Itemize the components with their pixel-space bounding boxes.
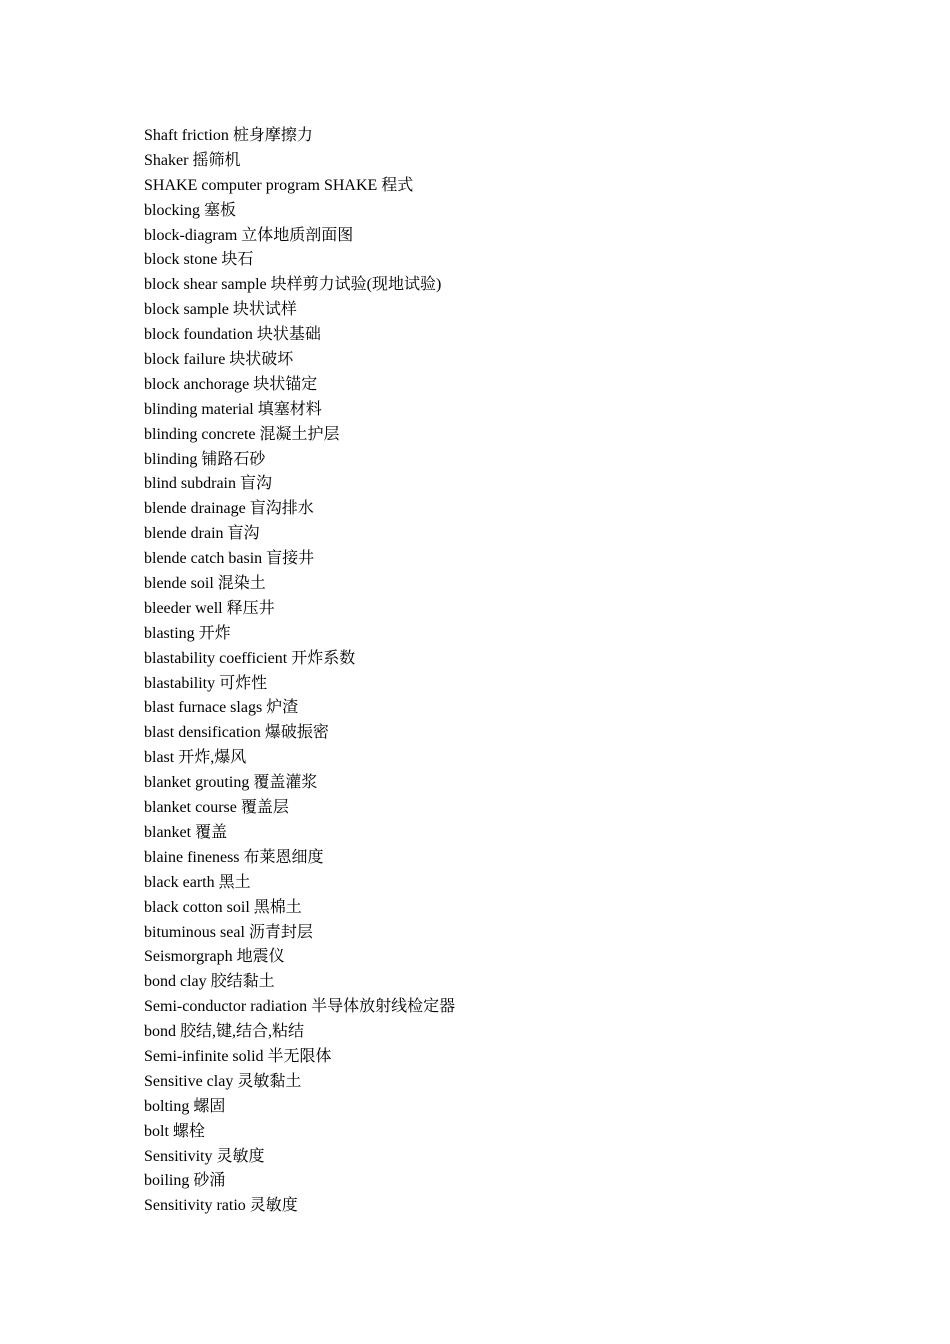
entry-translation: 覆盖灌浆 bbox=[253, 774, 318, 792]
glossary-entry bbox=[144, 1169, 455, 1194]
entry-translation: 块状试样 bbox=[232, 301, 297, 319]
glossary-entry bbox=[144, 448, 455, 473]
entry-translation: 覆盖层 bbox=[240, 799, 289, 817]
entry-translation: 灵敏黏土 bbox=[237, 1072, 302, 1090]
entry-translation: 胶结,键,结合,粘结 bbox=[180, 1023, 305, 1041]
entry-term: bituminous seal bbox=[144, 923, 245, 941]
entry-term: SHAKE computer program bbox=[144, 176, 320, 194]
entry-translation: 黑土 bbox=[218, 873, 251, 891]
entry-term: blende soil bbox=[144, 575, 214, 593]
entry-translation: 盲接井 bbox=[266, 550, 315, 568]
entry-translation: 半导体放射线检定器 bbox=[311, 998, 456, 1016]
glossary-entry bbox=[144, 497, 455, 522]
entry-translation: SHAKE 程式 bbox=[323, 176, 414, 194]
entry-term: blanket grouting bbox=[144, 774, 250, 792]
glossary-entry bbox=[144, 846, 455, 871]
entry-translation: 块状破坏 bbox=[229, 351, 294, 369]
glossary-entry bbox=[144, 398, 455, 423]
glossary-entry bbox=[144, 1020, 455, 1045]
glossary-entry bbox=[144, 1070, 455, 1095]
glossary-entry bbox=[144, 572, 455, 597]
entry-term: block anchorage bbox=[144, 375, 250, 393]
entry-translation: 块石 bbox=[221, 251, 254, 269]
entry-term: block failure bbox=[144, 351, 226, 369]
entry-translation: 砂涌 bbox=[193, 1172, 226, 1190]
glossary-entry bbox=[144, 124, 455, 149]
entry-term: Sensitivity ratio bbox=[144, 1197, 246, 1215]
entry-translation: 可炸性 bbox=[219, 674, 268, 692]
entry-translation: 铺路石砂 bbox=[201, 450, 266, 468]
entry-term: blanket bbox=[144, 823, 192, 841]
glossary-entry bbox=[144, 597, 455, 622]
entry-term: Sensitive clay bbox=[144, 1072, 234, 1090]
entry-translation: 块状锚定 bbox=[253, 375, 318, 393]
entry-translation: 螺固 bbox=[193, 1097, 226, 1115]
entry-term: blocking bbox=[144, 201, 200, 219]
entry-term: blast bbox=[144, 749, 175, 767]
entry-term: Shaft friction bbox=[144, 127, 229, 144]
entry-translation: 半无限体 bbox=[267, 1047, 332, 1065]
entry-term: blende catch basin bbox=[144, 550, 263, 568]
entry-translation: 黑棉土 bbox=[253, 898, 302, 916]
glossary-entry bbox=[144, 174, 455, 199]
entry-term: bolting bbox=[144, 1097, 190, 1115]
entry-term: block sample bbox=[144, 301, 229, 319]
glossary-entry bbox=[144, 1194, 455, 1219]
entry-term: blasting bbox=[144, 624, 195, 642]
glossary-entry bbox=[144, 921, 455, 946]
entry-translation: 爆破振密 bbox=[264, 724, 329, 742]
entry-translation: 盲沟 bbox=[240, 475, 273, 493]
entry-translation: 桩身摩擦力 bbox=[232, 127, 313, 144]
entry-translation: 盲沟 bbox=[227, 525, 260, 543]
glossary-entry bbox=[144, 622, 455, 647]
glossary-entry bbox=[144, 1095, 455, 1120]
entry-term: blastability bbox=[144, 674, 216, 692]
glossary-entry bbox=[144, 871, 455, 896]
glossary-entry bbox=[144, 696, 455, 721]
glossary-entry bbox=[144, 224, 455, 249]
entry-translation: 填塞材料 bbox=[257, 400, 322, 418]
entry-term: black earth bbox=[144, 873, 215, 891]
glossary-entry bbox=[144, 298, 455, 323]
entry-term: block foundation bbox=[144, 326, 253, 344]
entry-term: block stone bbox=[144, 251, 218, 269]
entry-term: blinding material bbox=[144, 400, 254, 418]
glossary-entry bbox=[144, 149, 455, 174]
glossary-entry bbox=[144, 672, 455, 697]
entry-term: Sensitivity bbox=[144, 1147, 213, 1165]
glossary-entry bbox=[144, 945, 455, 970]
entry-translation: 灵敏度 bbox=[216, 1147, 265, 1165]
entry-term: Seismorgraph bbox=[144, 948, 233, 966]
entry-translation: 螺栓 bbox=[172, 1122, 205, 1140]
entry-term: black cotton soil bbox=[144, 898, 250, 916]
glossary-entry bbox=[144, 199, 455, 224]
entry-term: bond clay bbox=[144, 973, 207, 991]
glossary-entry bbox=[144, 373, 455, 398]
entry-term: blind subdrain bbox=[144, 475, 236, 493]
entry-term: Semi-infinite solid bbox=[144, 1047, 264, 1065]
entry-term: bond bbox=[144, 1023, 176, 1041]
glossary-entry bbox=[144, 995, 455, 1020]
entry-translation: 塞板 bbox=[204, 201, 237, 219]
entry-translation: 开炸系数 bbox=[291, 649, 356, 667]
glossary-entry bbox=[144, 248, 455, 273]
glossary-entry bbox=[144, 647, 455, 672]
entry-term: blanket course bbox=[144, 799, 237, 817]
entry-translation: 盲沟排水 bbox=[249, 500, 314, 518]
entry-term: blastability coefficient bbox=[144, 649, 288, 667]
entry-term: block-diagram bbox=[144, 226, 238, 244]
entry-term: blende drain bbox=[144, 525, 224, 543]
glossary-entry bbox=[144, 547, 455, 572]
entry-translation: 覆盖 bbox=[195, 823, 228, 841]
entry-term: blinding bbox=[144, 450, 198, 468]
entry-term: blast densification bbox=[144, 724, 261, 742]
entry-term: blende drainage bbox=[144, 500, 246, 518]
entry-translation: 立体地质剖面图 bbox=[241, 226, 354, 244]
glossary-entry bbox=[144, 970, 455, 995]
entry-term: blinding concrete bbox=[144, 425, 256, 443]
entry-translation: 块样剪力试验(现地试验) bbox=[270, 276, 442, 294]
entry-term: Semi-conductor radiation bbox=[144, 998, 308, 1016]
entry-term: boiling bbox=[144, 1172, 190, 1190]
entry-translation: 开炸,爆风 bbox=[178, 749, 247, 767]
entry-translation: 沥青封层 bbox=[248, 923, 313, 941]
glossary-entry bbox=[144, 423, 455, 448]
entry-translation: 胶结黏土 bbox=[210, 973, 275, 991]
entry-translation: 布莱恩细度 bbox=[243, 848, 324, 866]
entry-translation: 灵敏度 bbox=[249, 1197, 298, 1215]
entry-translation: 块状基础 bbox=[256, 326, 321, 344]
glossary-entry bbox=[144, 323, 455, 348]
entry-translation: 开炸 bbox=[198, 624, 231, 642]
glossary-entry bbox=[144, 1145, 455, 1170]
entry-term: blast furnace slags bbox=[144, 699, 263, 717]
glossary-entry bbox=[144, 522, 455, 547]
entry-term: bleeder well bbox=[144, 599, 223, 617]
glossary-entry bbox=[144, 721, 455, 746]
glossary-entry bbox=[144, 796, 455, 821]
glossary-entry bbox=[144, 746, 455, 771]
glossary-entry bbox=[144, 348, 455, 373]
entry-term: block shear sample bbox=[144, 276, 267, 294]
entry-translation: 地震仪 bbox=[236, 948, 285, 966]
glossary-list bbox=[144, 124, 455, 1219]
entry-translation: 混染土 bbox=[217, 575, 266, 593]
entry-term: bolt bbox=[144, 1122, 169, 1140]
glossary-entry bbox=[144, 472, 455, 497]
glossary-entry bbox=[144, 1120, 455, 1145]
glossary-entry bbox=[144, 273, 455, 298]
entry-term: blaine fineness bbox=[144, 848, 240, 866]
glossary-entry bbox=[144, 821, 455, 846]
glossary-entry bbox=[144, 771, 455, 796]
entry-translation: 释压井 bbox=[226, 599, 275, 617]
entry-term: Shaker bbox=[144, 151, 189, 169]
glossary-entry bbox=[144, 1045, 455, 1070]
glossary-entry bbox=[144, 896, 455, 921]
entry-translation: 摇筛机 bbox=[192, 151, 241, 169]
entry-translation: 混凝土护层 bbox=[259, 425, 340, 443]
entry-translation: 炉渣 bbox=[266, 699, 299, 717]
